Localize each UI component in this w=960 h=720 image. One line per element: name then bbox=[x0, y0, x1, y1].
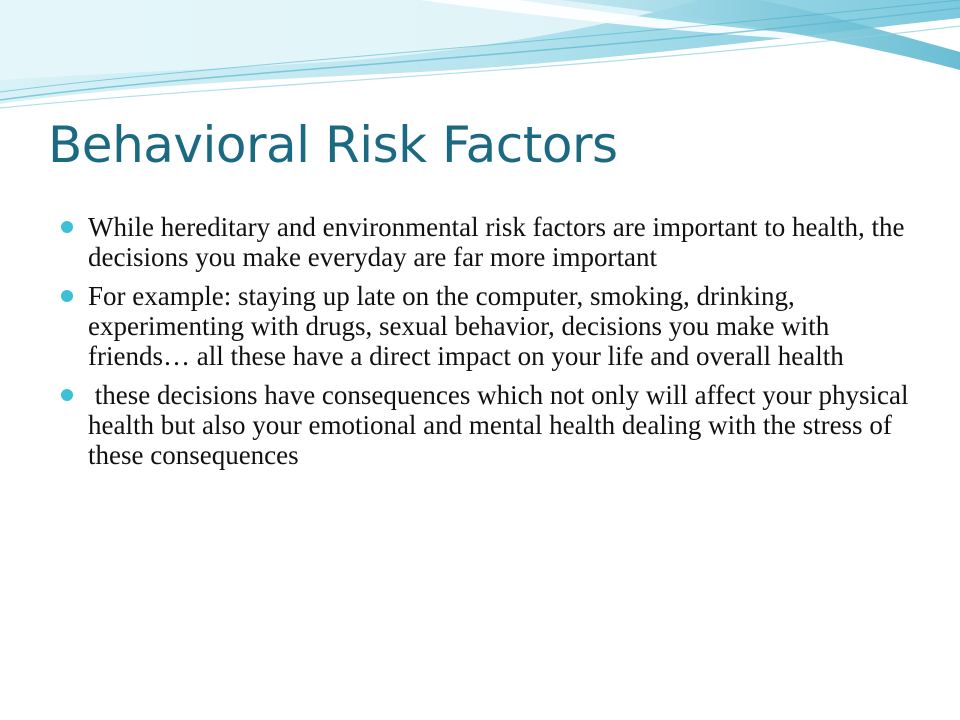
bullet-text: For example: staying up late on the computer, smoking, drinking, experimenting with drugs, sexual behavior, decisions you make with friends… all these have a direct impact on your life and overall health bbox=[88, 281, 844, 371]
slide-title: Behavioral Risk Factors bbox=[48, 116, 618, 174]
bullet-dot-icon bbox=[61, 221, 73, 233]
bullet-dot-icon bbox=[61, 290, 73, 302]
bullet-item bbox=[88, 212, 918, 272]
header-wave-decoration bbox=[0, 0, 960, 130]
bullet-list bbox=[88, 212, 918, 479]
bullet-item bbox=[88, 281, 918, 371]
bullet-dot-icon bbox=[61, 389, 73, 401]
bullet-text: these decisions have consequences which not only will affect your physical health but also your emotional and mental health dealing with the stress of these consequences bbox=[88, 380, 916, 470]
bullet-item bbox=[88, 380, 918, 470]
bullet-text: While hereditary and environmental risk factors are important to health, the decisions you make everyday are far more important bbox=[88, 212, 912, 272]
